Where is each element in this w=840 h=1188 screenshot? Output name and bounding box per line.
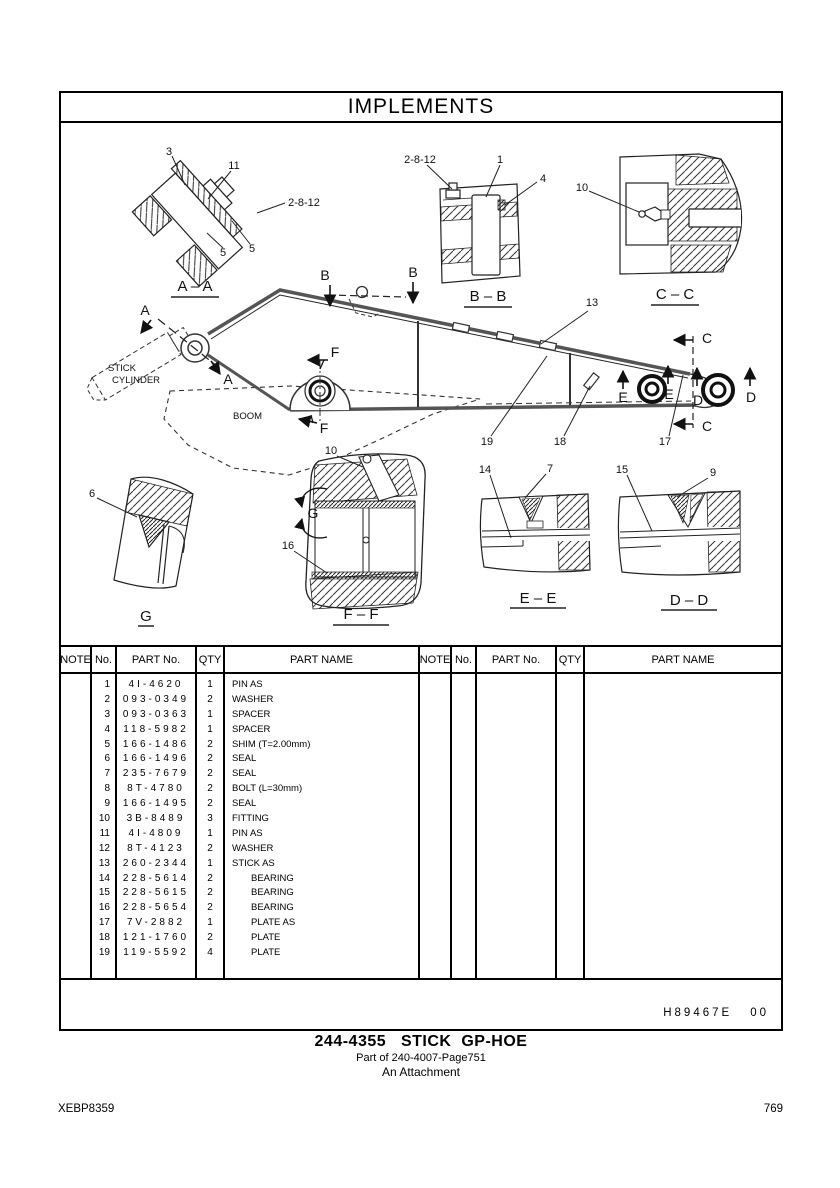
document-code: XEBP8359 — [58, 1103, 115, 1115]
stick-cylinder-label: CYLINDER — [112, 375, 161, 386]
view-letter-a: A — [140, 302, 150, 318]
part-name-cell: BEARING — [251, 887, 294, 899]
callout-10: 10 — [575, 182, 589, 194]
item-no-cell: 1 — [104, 679, 110, 690]
view-letter-e: E — [618, 389, 628, 405]
item-no-cell: 8 — [104, 783, 110, 795]
part-no-cell: 4I-4809 — [128, 827, 184, 839]
qty-cell: 1 — [207, 827, 213, 839]
part-no-cell: 228-5614 — [122, 872, 190, 884]
callout-10: 10 — [324, 445, 338, 457]
header-part-name: PART NAME — [651, 653, 715, 666]
qty-cell: 2 — [207, 783, 213, 795]
caption-block — [59, 1033, 783, 1079]
section-dd-drawing — [618, 475, 740, 610]
callout-4: 4 — [539, 173, 547, 185]
column-qty — [197, 674, 225, 978]
header-no: No. — [92, 647, 117, 672]
item-no-cell: 13 — [98, 857, 110, 869]
callout-18: 18 — [553, 436, 567, 448]
item-no-cell: 17 — [98, 917, 110, 929]
parts-table-body — [61, 674, 781, 978]
part-name-cell: SPACER — [232, 723, 271, 735]
callout-3: 3 — [165, 146, 173, 158]
part-name-cell: WASHER — [232, 842, 274, 854]
header-part-no: PART No. — [117, 647, 197, 672]
part-no-cell: 121-1760 — [122, 932, 190, 944]
attachment-note: An Attachment — [381, 1065, 461, 1079]
header-part-no: PART No. — [477, 647, 557, 672]
part-no-cell: 235-7679 — [122, 768, 190, 780]
part-no-cell: 228-5615 — [122, 887, 190, 899]
qty-cell: 1 — [207, 708, 213, 720]
part-name-cell: SEAL — [232, 753, 257, 765]
qty-cell: 2 — [207, 753, 213, 765]
item-no-cell: 3 — [104, 708, 110, 720]
part-name-cell: BEARING — [251, 872, 294, 884]
column-part-no — [117, 674, 197, 978]
part-name-cell: STICK AS — [232, 857, 275, 869]
view-letter-c: C — [701, 330, 713, 346]
assembly-subtitle: Part of 240-4007-Page751 — [356, 1052, 486, 1064]
callout-13: 13 — [585, 297, 599, 309]
callout-5: 5 — [248, 243, 256, 255]
qty-cell: 2 — [207, 902, 213, 914]
page-title: IMPLEMENTS — [61, 93, 781, 123]
part-no-cell: 8T-4780 — [127, 783, 185, 795]
qty-cell: 1 — [207, 917, 213, 929]
item-no-cell: 10 — [98, 813, 110, 825]
part-no-cell: 118-5982 — [123, 723, 189, 735]
view-letter-d: D — [692, 392, 704, 408]
callout-2-8-12: 2-8-12 — [288, 197, 320, 209]
header-qty: QTY — [197, 647, 225, 672]
item-no-cell: 5 — [104, 738, 110, 750]
callout-16: 16 — [281, 540, 295, 552]
part-name-cell: FITTING — [232, 813, 269, 825]
part-name-cell: PLATE AS — [251, 917, 296, 929]
qty-cell: 1 — [207, 723, 213, 735]
caption-aa: A – A — [177, 278, 213, 295]
item-no-cell: 9 — [104, 798, 110, 810]
item-no-cell: 15 — [98, 887, 110, 899]
qty-cell: 2 — [207, 887, 213, 899]
part-no-cell: 3B-8489 — [126, 813, 186, 825]
part-no-cell: 119-5592 — [123, 947, 189, 959]
qty-cell: 2 — [207, 872, 213, 884]
part-name-cell: PLATE — [251, 932, 281, 944]
qty-cell: 2 — [207, 738, 213, 750]
column-qty-2 — [557, 674, 585, 978]
boom-label: BOOM — [233, 411, 263, 422]
reference-band — [61, 980, 781, 1027]
item-no-cell: 16 — [98, 902, 110, 914]
callout-1: 1 — [496, 154, 504, 166]
part-no-cell: 093-0363 — [122, 708, 190, 720]
reference-revision: 00 — [750, 1007, 769, 1019]
part-name-cell: PLATE — [251, 947, 281, 959]
callout-11: 11 — [228, 160, 240, 172]
callout-15: 15 — [615, 464, 629, 476]
part-no-cell: 166-1495 — [122, 798, 190, 810]
item-no-cell: 18 — [98, 932, 110, 944]
qty-cell: 2 — [207, 932, 213, 944]
part-name-cell: SEAL — [232, 798, 257, 810]
part-name-cell: PIN AS — [232, 827, 263, 839]
caption-g: G — [140, 608, 152, 625]
callout-2-8-12: 2-8-12 — [404, 154, 436, 166]
parts-table — [61, 645, 781, 980]
part-name-cell: SPACER — [232, 708, 271, 720]
part-no-cell: 8T-4123 — [127, 842, 185, 854]
part-no-cell: 166-1486 — [122, 738, 190, 750]
item-no-cell: 6 — [104, 753, 110, 765]
item-no-cell: 2 — [104, 693, 110, 705]
view-letter-f: F — [319, 420, 329, 436]
caption-dd: D – D — [669, 592, 709, 609]
page-number: 769 — [763, 1103, 783, 1115]
section-aa-drawing — [128, 147, 285, 297]
caption-cc: C – C — [655, 286, 695, 303]
header-note: NOTE — [61, 647, 92, 672]
part-name-cell: WASHER — [232, 693, 274, 705]
assembly-title: 244-4355 STICK GP-HOE — [314, 1033, 528, 1050]
callout-17: 17 — [658, 436, 672, 448]
qty-cell: 2 — [207, 842, 213, 854]
section-cc-drawing — [589, 154, 742, 305]
main-stick-drawing — [83, 282, 750, 475]
qty-cell: 4 — [207, 947, 213, 959]
part-no-cell: 4I-4620 — [128, 679, 184, 690]
section-ee-drawing — [480, 474, 590, 608]
view-letter-e: E — [664, 386, 674, 402]
view-letter-a: A — [223, 371, 233, 387]
section-ff-drawing — [294, 454, 425, 625]
part-no-cell: 260-2344 — [122, 857, 190, 869]
qty-cell: 2 — [207, 798, 213, 810]
view-letter-c: C — [701, 418, 713, 434]
item-no-cell: 4 — [104, 723, 110, 735]
item-no-cell: 12 — [98, 842, 110, 854]
page-frame — [59, 91, 783, 1031]
item-no-cell: 19 — [98, 947, 110, 959]
caption-ff: F – F — [343, 606, 379, 623]
qty-cell: 1 — [207, 679, 213, 690]
column-note-2 — [420, 674, 452, 978]
part-name-cell: PIN AS — [232, 679, 263, 690]
column-no — [92, 674, 117, 978]
column-part-name — [225, 674, 420, 978]
header-part-name: PART NAME — [225, 647, 420, 672]
column-note — [61, 674, 92, 978]
part-no-cell: 228-5654 — [122, 902, 190, 914]
item-no-cell: 14 — [98, 872, 110, 884]
view-letter-d: D — [745, 389, 757, 405]
item-no-cell: 11 — [99, 827, 110, 839]
detail-g-drawing — [97, 477, 193, 626]
part-name-cell: BOLT (L=30mm) — [232, 783, 303, 795]
technical-drawing — [61, 123, 781, 645]
qty-cell: 2 — [207, 768, 213, 780]
column-no-2 — [452, 674, 477, 978]
section-bb-drawing — [427, 165, 537, 307]
header-qty: QTY — [557, 647, 585, 672]
callout-9: 9 — [709, 467, 717, 479]
caption-bb: B – B — [469, 288, 507, 305]
callout-6: 6 — [88, 488, 96, 500]
part-name-cell: SEAL — [232, 768, 257, 780]
stick-cylinder-label: STICK — [108, 363, 136, 374]
part-name-cell: SHIM (T=2.00mm) — [232, 738, 311, 750]
header-note: NOTE — [420, 647, 452, 672]
caption-ee: E – E — [519, 590, 557, 607]
reference-code: H89467E — [663, 1007, 733, 1019]
qty-cell: 1 — [207, 857, 213, 869]
column-part-name-2 — [585, 674, 781, 978]
part-no-cell: 166-1496 — [122, 753, 190, 765]
item-no-cell: 7 — [104, 768, 110, 780]
view-letter-b: B — [320, 267, 330, 283]
qty-cell: 2 — [207, 693, 213, 705]
parts-table-header — [61, 647, 781, 674]
part-no-cell: 093-0349 — [122, 693, 190, 705]
header-no: No. — [452, 647, 477, 672]
view-letter-f: F — [330, 344, 340, 360]
column-part-no-2 — [477, 674, 557, 978]
callout-19: 19 — [480, 436, 494, 448]
view-letter-b: B — [408, 264, 418, 280]
qty-cell: 3 — [207, 813, 213, 825]
view-letter-g: G — [307, 505, 319, 521]
callout-5: 5 — [219, 247, 227, 259]
callout-14: 14 — [478, 464, 492, 476]
part-no-cell: 7V-2882 — [126, 917, 186, 929]
part-name-cell: BEARING — [251, 902, 294, 914]
callout-7: 7 — [546, 463, 554, 475]
